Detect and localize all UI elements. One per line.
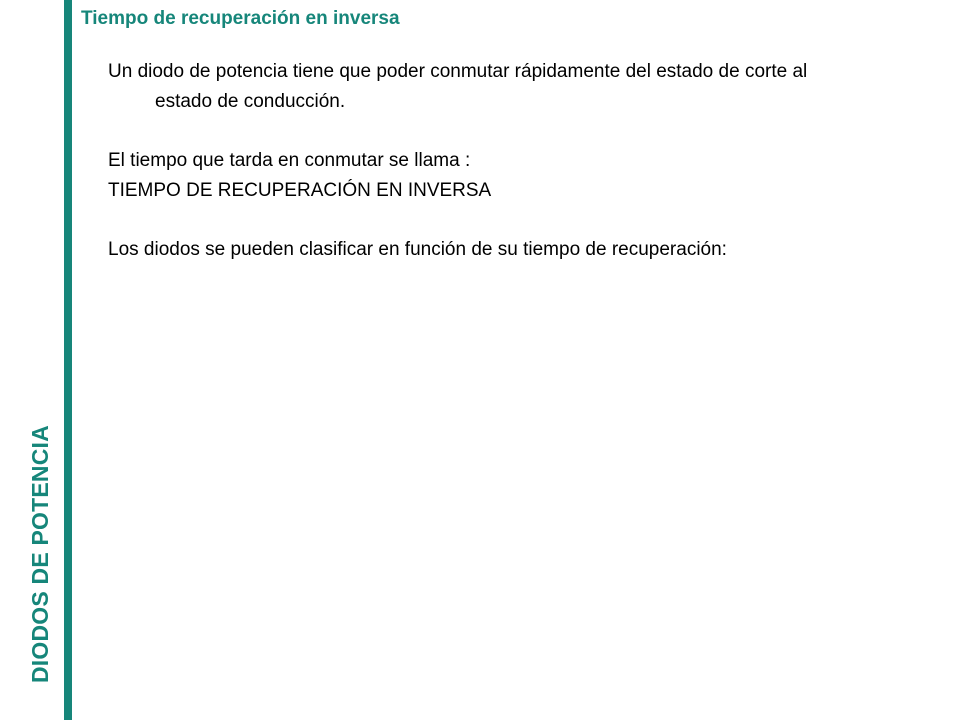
paragraph-spacer	[108, 117, 828, 146]
paragraph-time-label: El tiempo que tarda en conmutar se llama :	[108, 150, 471, 171]
slide-body	[108, 57, 828, 265]
paragraph-intro: Un diodo de potencia tiene que poder conmutar rápidamente del estado de corte al estado de conducción.	[108, 61, 808, 112]
paragraph-classification: Los diodos se pueden clasificar en función de su tiempo de recuperación:	[108, 239, 727, 260]
section-title-vertical: DIODOS DE POTENCIA	[27, 425, 53, 683]
slide-title: Tiempo de recuperación en inversa	[81, 8, 400, 29]
vertical-accent-bar	[64, 0, 72, 720]
paragraph-spacer	[108, 206, 828, 235]
paragraph-term: TIEMPO DE RECUPERACIÓN EN INVERSA	[108, 180, 492, 201]
